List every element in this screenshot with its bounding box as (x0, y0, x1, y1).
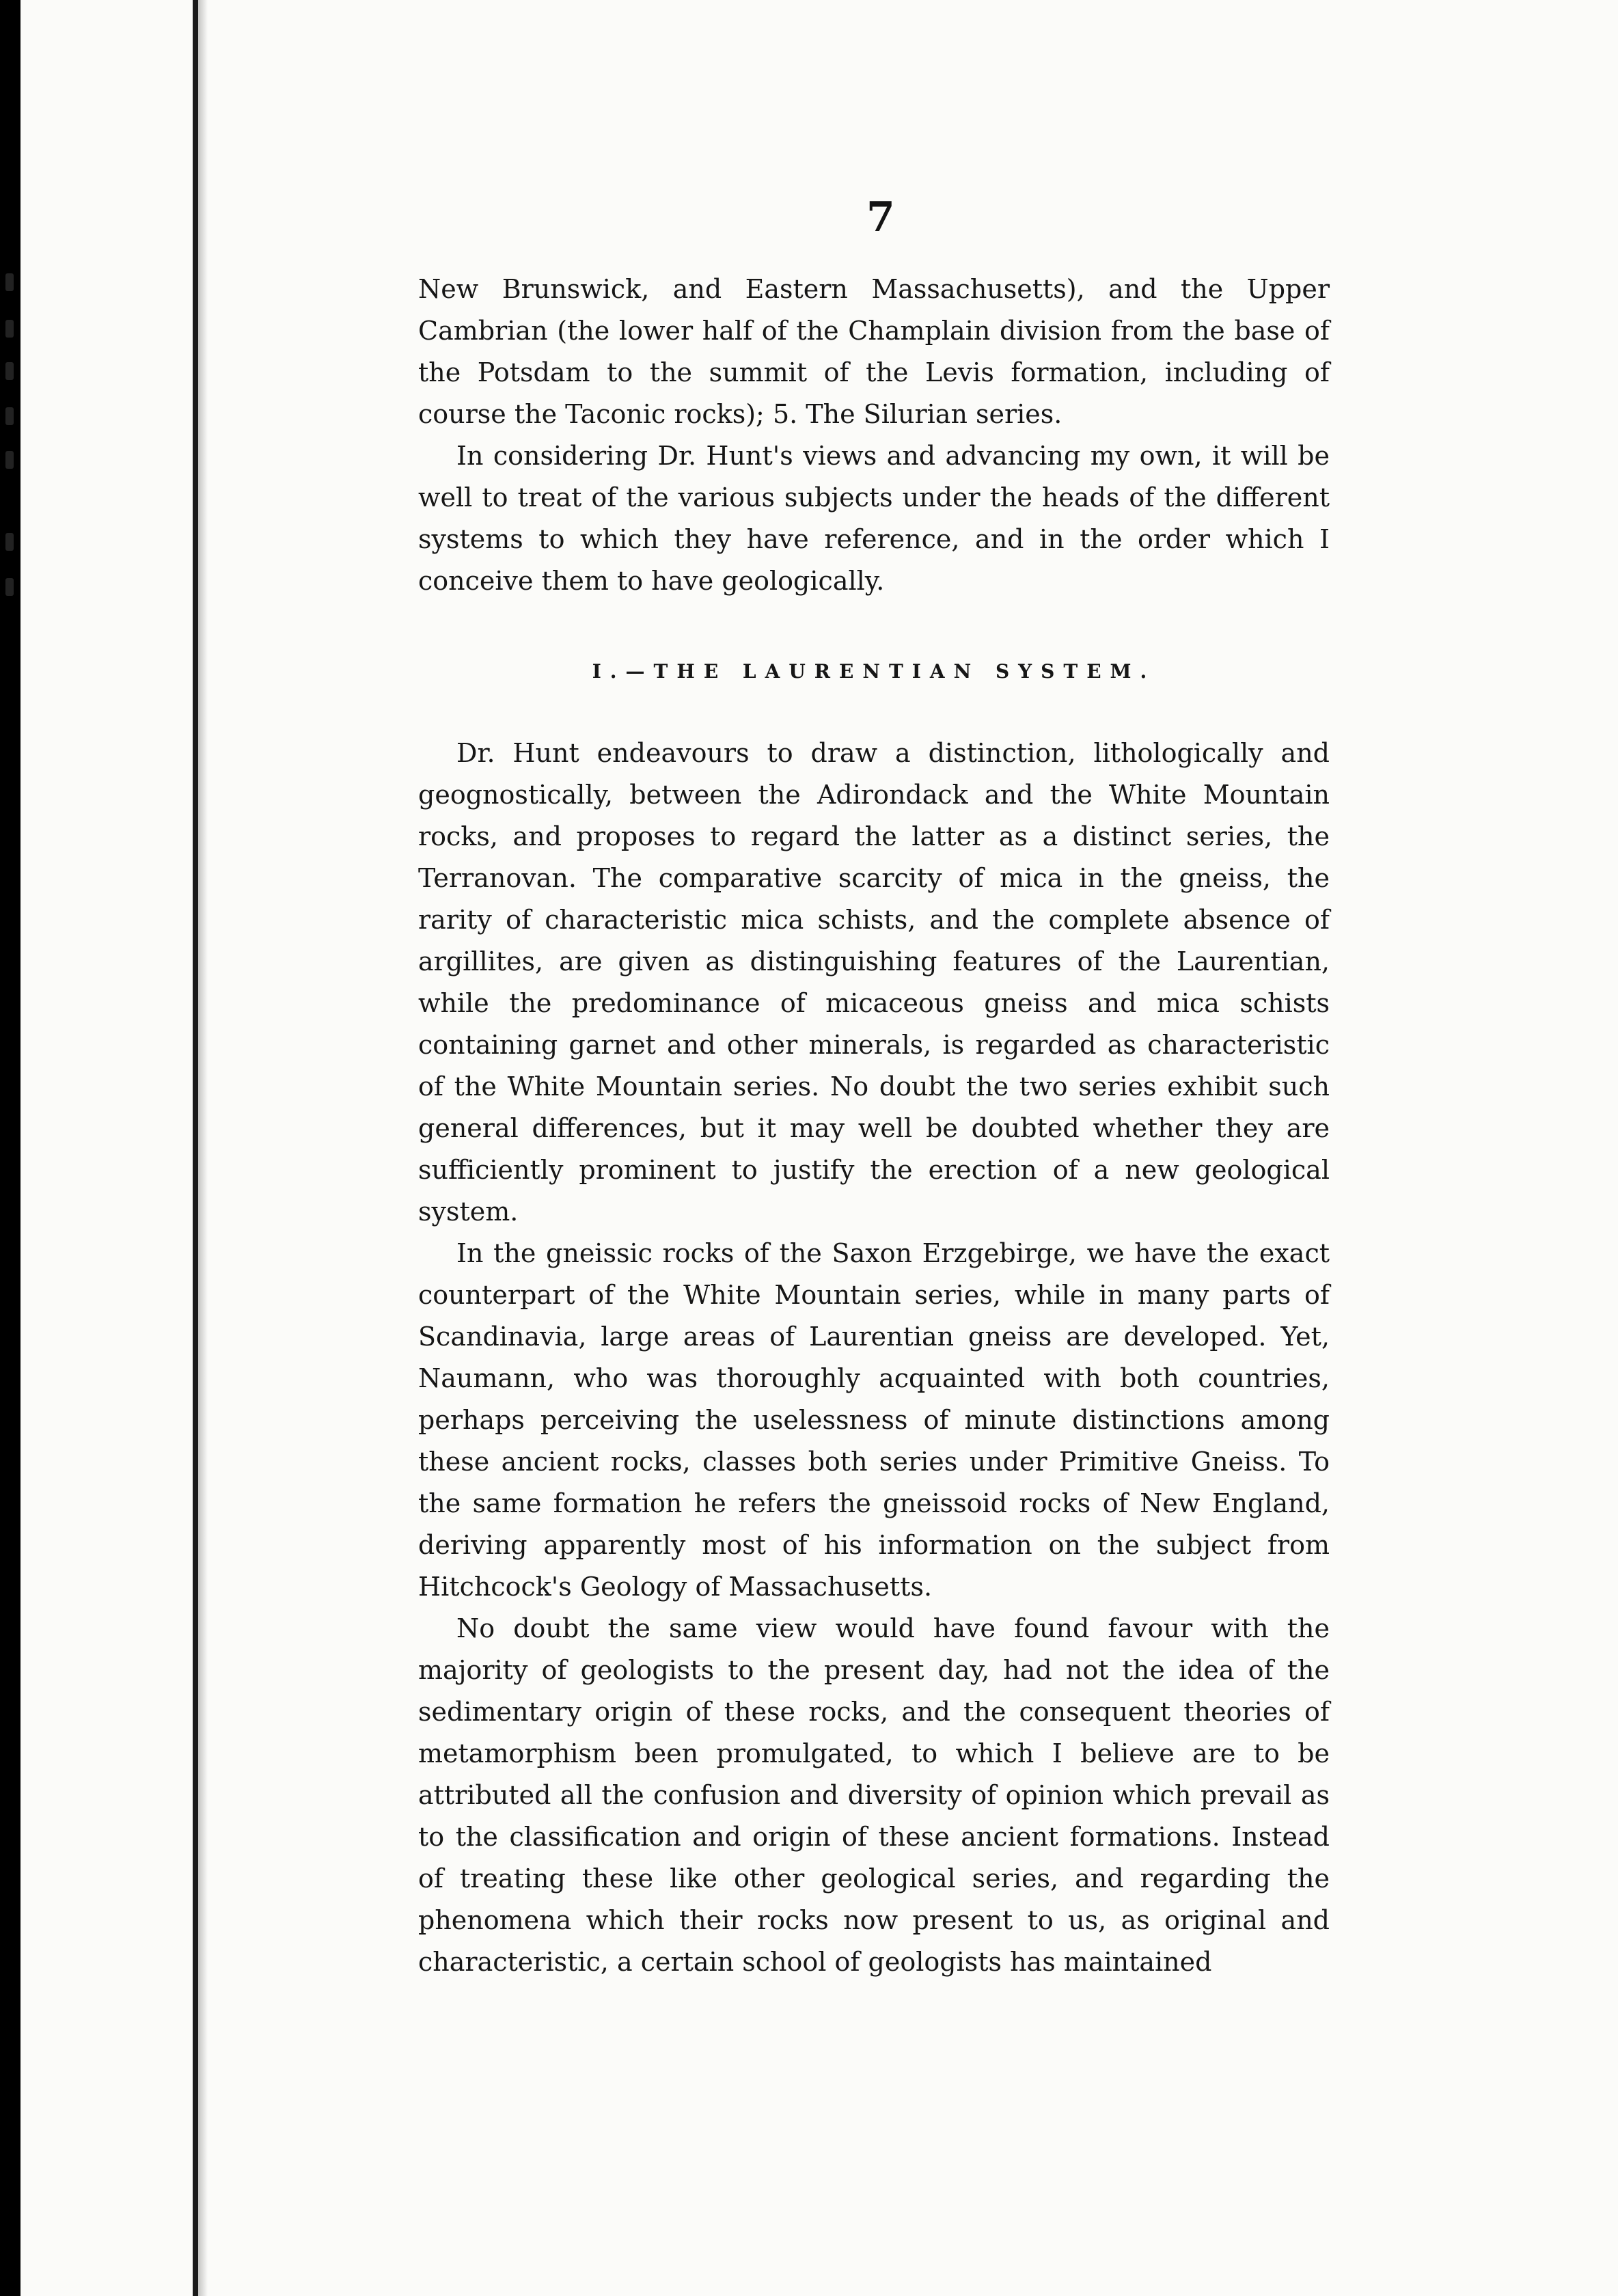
paragraph-continuation: New Brunswick, and Eastern Massachusetts), and the Upper Cambrian (the lower half of the Champlain division from the base of the Potsdam to the summit of the Levis formation, including of course the Taconic rocks); 5. The Silurian series. (418, 274, 1330, 429)
scan-border (0, 0, 20, 2296)
bleed-through-mark (5, 362, 14, 380)
bleed-through-mark (5, 320, 14, 338)
bleed-through-mark (5, 451, 14, 469)
paragraph: In considering Dr. Hunt's views and advancing my own, it will be well to treat of the various subjects under the heads of the different systems to which they have reference, and in the order which I conceive them to have geologically. (418, 441, 1330, 596)
paragraph: No doubt the same view would have found favour with the majority of geologists to the present day, had not the idea of the sedimentary origin of these rocks, and the consequent theories of metamorphism been promulgated, to which I believe are to be attributed all the confusion and diversity of opinion which prevail as to the classification and origin of these ancient formations. Instead of treating these like other geological series, and regarding the phenomena which their rocks now present to us, as original and characteristic, a certain school of geologists has maintained (418, 1613, 1330, 1977)
bleed-through-mark (5, 273, 14, 291)
bleed-through-mark (5, 578, 14, 596)
section-heading: I.—THE LAURENTIAN SYSTEM. (592, 660, 1156, 683)
bleed-through-mark (5, 407, 14, 425)
body-text (418, 269, 1330, 1983)
bleed-through-mark (5, 533, 14, 551)
page-number: 7 (866, 193, 895, 241)
binding-shadow (198, 0, 208, 2296)
binding-line (193, 0, 198, 2296)
paragraph: Dr. Hunt endeavours to draw a distinction, lithologically and geognostically, between the Adirondack and the White Mountain rocks, and proposes to regard the latter as a distinct series, the Terranovan. The comparative scarcity of mica in the gneiss, the rarity of characteristic mica schists, and the complete absence of argillites, are given as distinguishing features of the Laurentian, while the predominance of micaceous gneiss and mica schists containing garnet and other minerals, is regarded as characteristic of the White Mountain series. No doubt the two series exhibit such general differences, but it may well be doubted whether they are sufficiently prominent to justify the erection of a new geological system. (418, 738, 1330, 1227)
paragraph: In the gneissic rocks of the Saxon Erzgebirge, we have the exact counterpart of the White Mountain series, while in many parts of Scandinavia, large areas of Laurentian gneiss are developed. Yet, Naumann, who was thoroughly acquainted with both countries, perhaps perceiving the uselessness of minute distinctions among these ancient rocks, classes both series under Primitive Gneiss. To the same formation he refers the gneissoid rocks of New England, deriving apparently most of his information on the subject from Hitchcock's Geology of Massachusetts. (418, 1238, 1330, 1602)
